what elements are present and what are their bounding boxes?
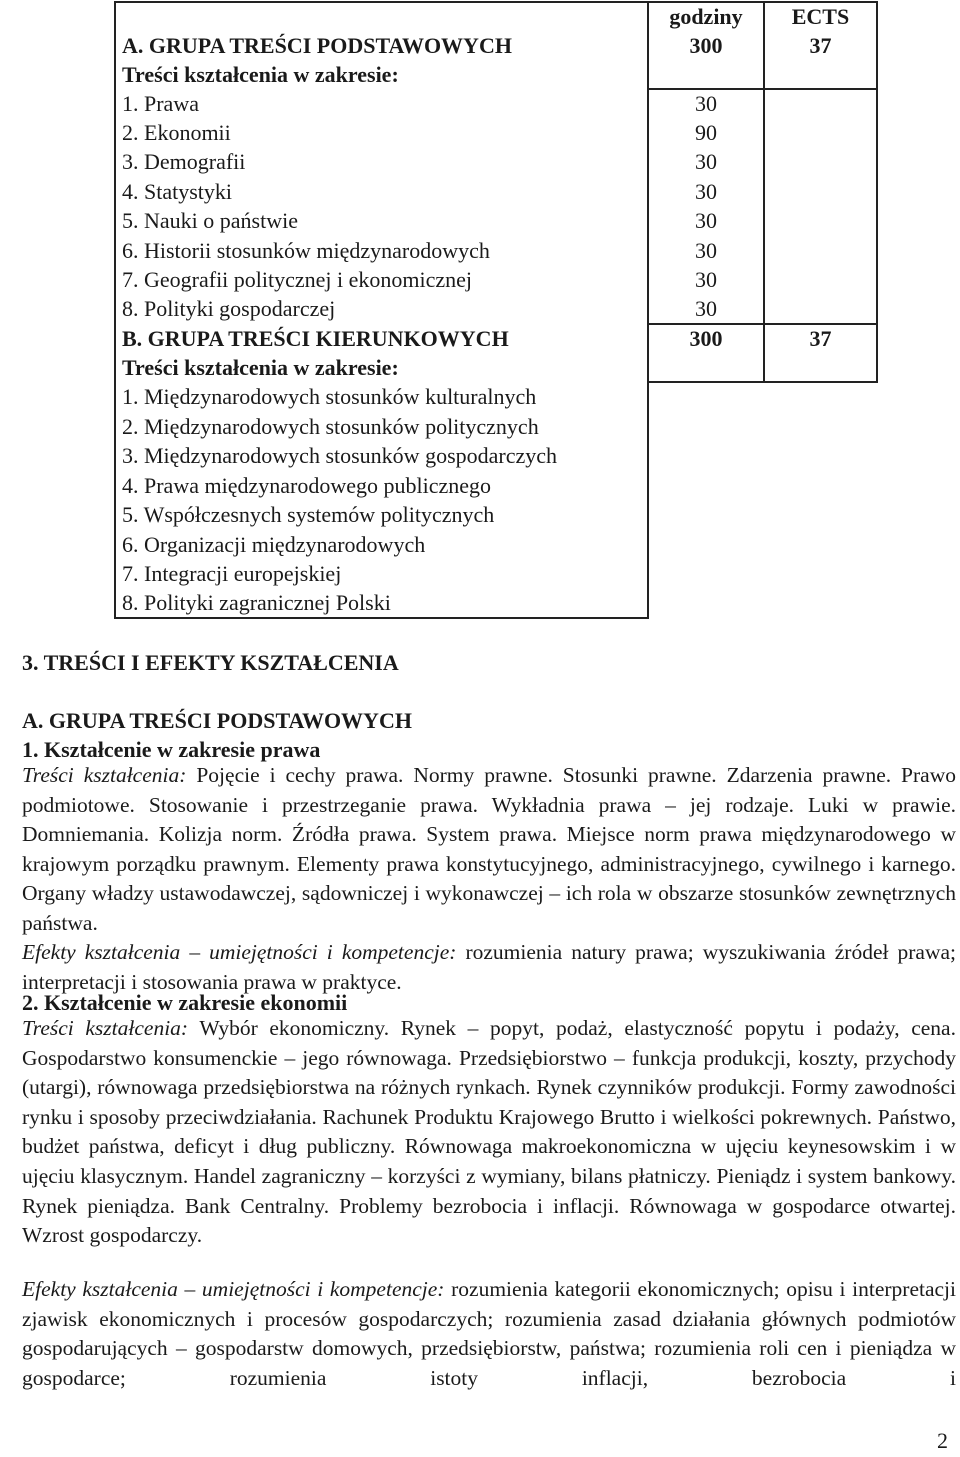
group-b-title: B. GRUPA TREŚCI KIERUNKOWYCH: [122, 326, 509, 351]
group-b-item: 5. Współczesnych systemów politycznych: [122, 502, 495, 527]
section-heading: 3. TREŚCI I EFEKTY KSZTAŁCENIA: [22, 650, 399, 675]
group-b-item: 6. Organizacji międzynarodowych: [122, 532, 426, 557]
group-a-item-hours: 30: [695, 179, 717, 204]
group-a-title: A. GRUPA TREŚCI PODSTAWOWYCH: [122, 33, 512, 58]
table-border: [876, 1, 878, 383]
group-a-item-hours: 30: [695, 208, 717, 233]
group-a-hours: 300: [689, 33, 723, 58]
content-label: Treści kształcenia:: [22, 1016, 189, 1040]
group-a-item-hours: 30: [695, 238, 717, 263]
group-b-item: 8. Polityki zagranicznej Polski: [122, 590, 391, 615]
group-b-hours: 300: [689, 326, 723, 351]
group-a-ects: 37: [809, 33, 832, 58]
group-a-item: 8. Polityki gospodarczej: [122, 296, 336, 321]
subsection-heading-economics: 2. Kształcenie w zakresie ekonomii: [22, 990, 348, 1015]
ects-column-header: ECTS: [791, 4, 850, 29]
group-a-item-hours: 90: [695, 120, 717, 145]
group-a-item-hours: 30: [695, 267, 717, 292]
content-label: Treści kształcenia:: [22, 763, 187, 787]
group-b-item: 1. Międzynarodowych stosunków kulturalnych: [122, 384, 537, 409]
subsection-heading-law: 1. Kształcenie w zakresie prawa: [22, 737, 321, 762]
page-number: 2: [937, 1428, 948, 1453]
law-content-paragraph: [22, 761, 956, 939]
group-b-ects: 37: [809, 326, 832, 351]
group-a-item: 3. Demografii: [122, 149, 246, 174]
hours-column-header: godziny: [669, 4, 743, 29]
effects-label: Efekty kształcenia – umiejętności i kompetencje:: [22, 940, 457, 964]
group-b-item: 7. Integracji europejskiej: [122, 561, 342, 586]
effects-text: rozumienia kategorii ekonomicznych; opisu i interpretacji zjawisk ekonomicznych i procesów gospodarczych; rozumienia zasad działania głównych podmiotów gospodarujących – gospodarstw domowych, przedsiębiorstw, państwa; rozumienia roli cen i pieniądza w gospodarce; rozumienia istoty inflacji, bezrobocia i: [22, 1277, 956, 1390]
group-a-item-hours: 30: [695, 91, 717, 116]
content-text: Pojęcie i cechy prawa. Normy prawne. Stosunki prawne. Zdarzenia prawne. Prawo podmiotowe. Stosowanie i przestrzeganie prawa. Wykładnia prawa – jej rodzaje. Luki w prawie. Domniemania. Kolizja norm. Źródła prawa. System prawa. Miejsce norm prawa międzynarodowego w krajowym porządku prawnym. Elementy prawa konstytucyjnego, administracyjnego, cywilnego i karnego. Organy władzy ustawodawczej, sądowniczej i wykonawczej – ich rola w obszarze stosunków zewnętrznych państwa.: [22, 763, 956, 935]
group-a-subtitle: Treści kształcenia w zakresie:: [122, 62, 399, 87]
content-text: Wybór ekonomiczny. Rynek – popyt, podaż, elastyczność popytu i podaży, cena. Gospodarstwo konsumenckie – jego równowaga. Przedsiębiorstwo – funkcja produkcji, koszty, przychody (utargi), równowaga przedsiębiorstwa na różnych rynkach. Rynek czynników produkcji. Formy zawodności rynku i sposoby przeciwdziałania. Rachunek Produktu Krajowego Brutto i wielkości pokrewnych. Państwo, budżet państwa, deficyt i dług publiczny. Równowaga makroekonomiczna w ujęciu keynesowskim i w ujęciu klasycznym. Handel zagraniczny – korzyści z wymiany, bilans płatniczy. Pieniądz i system bankowy. Rynek pieniądza. Bank Centralny. Problemy bezrobocia i inflacji. Równowaga w gospodarce otwartej. Wzrost gospodarczy.: [22, 1016, 956, 1248]
effects-label: Efekty kształcenia – umiejętności i kompetencje:: [22, 1277, 445, 1301]
group-a-item: 2. Ekonomii: [122, 120, 231, 145]
group-b-item: 2. Międzynarodowych stosunków politycznych: [122, 414, 539, 439]
group-a-item-hours: 30: [695, 296, 717, 321]
group-a-item: 1. Prawa: [122, 91, 199, 116]
group-a-item: 5. Nauki o państwie: [122, 208, 298, 233]
group-b-item: 3. Międzynarodowych stosunków gospodarczych: [122, 443, 558, 468]
group-heading: A. GRUPA TREŚCI PODSTAWOWYCH: [22, 708, 412, 733]
curriculum-table: [0, 0, 960, 630]
economics-effects-paragraph: [22, 1275, 956, 1393]
group-a-item: 7. Geografii politycznej i ekonomicznej: [122, 267, 473, 292]
group-b-item: 4. Prawa międzynarodowego publicznego: [122, 473, 491, 498]
table-border: [114, 1, 116, 619]
group-a-item: 6. Historii stosunków międzynarodowych: [122, 238, 490, 263]
group-a-item-hours: 30: [695, 149, 717, 174]
effects-text: rozumienia natury prawa; wyszukiwania źródeł prawa; interpretacji i stosowania prawa w praktyce.: [22, 940, 956, 994]
group-b-subtitle: Treści kształcenia w zakresie:: [122, 355, 399, 380]
economics-content-paragraph: [22, 1014, 956, 1251]
group-a-item: 4. Statystyki: [122, 179, 233, 204]
table-border: [647, 381, 878, 383]
